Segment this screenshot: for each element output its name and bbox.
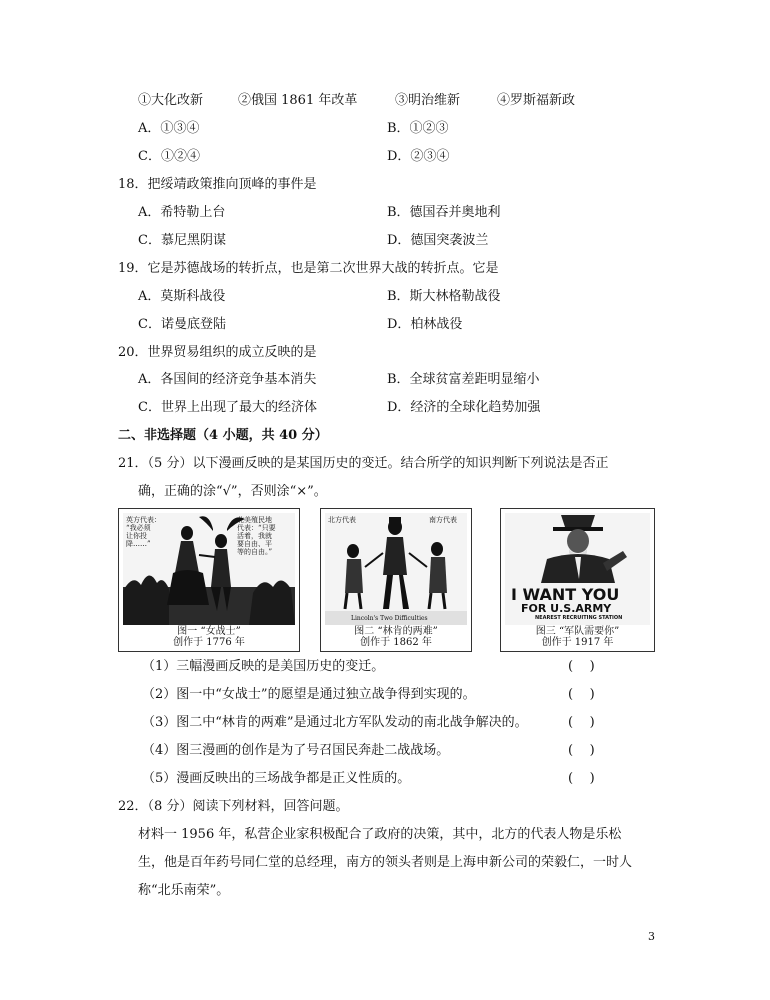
- cartoon-1-label-right: 北美殖民地 代表：“只要 活着，我就 要自由、平 等的自由。”: [237, 516, 276, 556]
- cartoon-3-caption-year: 创作于 1917 年: [541, 637, 614, 648]
- q19-choice-a: A．莫斯科战役: [138, 289, 226, 304]
- q19-choice-d: D．柏林战役: [387, 317, 463, 332]
- q22-material1-line1: 材料一 1956 年，私营企业家积极配合了政府的决策，其中，北方的代表人物是乐松: [138, 827, 622, 842]
- q17-option-1: ①大化改新: [138, 93, 204, 108]
- cartoon-1-label-left: 英方代表： “我必须 让你投 降……”: [126, 516, 161, 548]
- cartoon-2-caption-title: 图二 “林肯的两难”: [354, 626, 438, 637]
- cartoon-2: [320, 508, 472, 652]
- q18-choice-b: B．德国吞并奥地利: [387, 205, 501, 220]
- q17-choice-b: B．①②③: [387, 121, 449, 136]
- q21-answer-4[interactable]: ( ): [568, 743, 595, 758]
- q20-choice-c: C．世界上出现了最大的经济体: [138, 400, 317, 415]
- q21-stem-line2: 确，正确的涂“√”，否则涂“×”。: [138, 484, 327, 499]
- q18-stem: 18．把绥靖政策推向顶峰的事件是: [118, 177, 317, 192]
- cartoon-1: [118, 508, 300, 652]
- q21-answer-3[interactable]: ( ): [568, 715, 595, 730]
- cartoon-3: [500, 508, 655, 652]
- page-number: 3: [648, 930, 655, 943]
- q20-stem: 20．世界贸易组织的成立反映的是: [118, 345, 317, 360]
- cartoon-2-label-left: 北方代表: [328, 516, 356, 524]
- q17-option-2: ②俄国 1861 年改革: [238, 93, 358, 108]
- q21-statement-3: （3）图二中“林肯的两难”是通过北方军队发动的南北战争解决的。: [142, 715, 528, 730]
- q22-stem: 22．（8 分）阅读下列材料，回答问题。: [118, 799, 349, 814]
- q22-material1-line3: 称“北乐南荣”。: [138, 883, 230, 898]
- q20-choice-d: D．经济的全球化趋势加强: [387, 400, 541, 415]
- q17-option-3: ③明治维新: [395, 93, 461, 108]
- cartoon-2-caption-year: 创作于 1862 年: [360, 637, 432, 648]
- q18-choice-d: D．德国突袭波兰: [387, 233, 489, 248]
- q17-choice-a: A．①③④: [138, 121, 200, 136]
- q21-answer-5[interactable]: ( ): [568, 771, 595, 786]
- cartoon-1-art: [123, 513, 295, 625]
- q18-choice-a: A．希特勒上台: [138, 205, 226, 220]
- cartoon-2-art: [325, 513, 467, 625]
- poster-i-want-you: I WANT YOU: [511, 585, 620, 604]
- q21-statement-2: （2）图一中“女战士”的愿望是通过独立战争得到实现的。: [142, 687, 476, 702]
- cartoon-2-label-right: 南方代表: [429, 516, 457, 524]
- cartoon-1-caption: [123, 626, 295, 648]
- section-heading: 二、非选择题（4 小题，共 40 分）: [118, 428, 328, 443]
- q21-stem-line1: 21．（5 分）以下漫画反映的是某国历史的变迁。结合所学的知识判断下列说法是否正: [118, 456, 609, 471]
- q22-material1-line2: 生，他是百年药号同仁堂的总经理，南方的领头者则是上海申新公司的荣毅仁，一时人: [138, 855, 633, 870]
- poster-recruiting-station: NEAREST RECRUITING STATION: [535, 615, 623, 621]
- cartoon-1-caption-title: 图一 “女战士”: [177, 626, 241, 637]
- cartoon-3-caption: [505, 626, 650, 648]
- q20-choice-b: B．全球贫富差距明显缩小: [387, 372, 540, 387]
- q17-choice-c: C．①②④: [138, 149, 200, 164]
- q21-answer-1[interactable]: ( ): [568, 659, 595, 674]
- q21-answer-2[interactable]: ( ): [568, 687, 595, 702]
- q17-option-4: ④罗斯福新政: [497, 93, 576, 108]
- cartoon-3-caption-title: 图三 “军队需要你”: [535, 626, 620, 637]
- q19-choice-b: B．斯大林格勒战役: [387, 289, 501, 304]
- q19-choice-c: C．诺曼底登陆: [138, 317, 226, 332]
- q17-choice-d: D．②③④: [387, 149, 450, 164]
- cartoon-1-caption-year: 创作于 1776 年: [173, 637, 245, 648]
- cartoon-3-art: [505, 513, 650, 625]
- poster-for-us-army: FOR U.S.ARMY: [521, 602, 612, 615]
- q21-statement-1: （1）三幅漫画反映的是美国历史的变迁。: [142, 659, 385, 674]
- cartoon-2-caption: [325, 626, 467, 648]
- q21-statement-4: （4）图三漫画的创作是为了号召国民奔赴二战战场。: [142, 743, 450, 758]
- cartoon-2-inner-title: Lincoln's Two Difficulties: [351, 615, 428, 622]
- q18-choice-c: C．慕尼黑阴谋: [138, 233, 226, 248]
- q21-statement-5: （5）漫画反映出的三场战争都是正义性质的。: [142, 771, 411, 786]
- q20-choice-a: A．各国间的经济竞争基本消失: [138, 372, 317, 387]
- cartoon-2-illustration: [325, 513, 467, 625]
- q19-stem: 19．它是苏德战场的转折点，也是第二次世界大战的转折点。它是: [118, 261, 499, 276]
